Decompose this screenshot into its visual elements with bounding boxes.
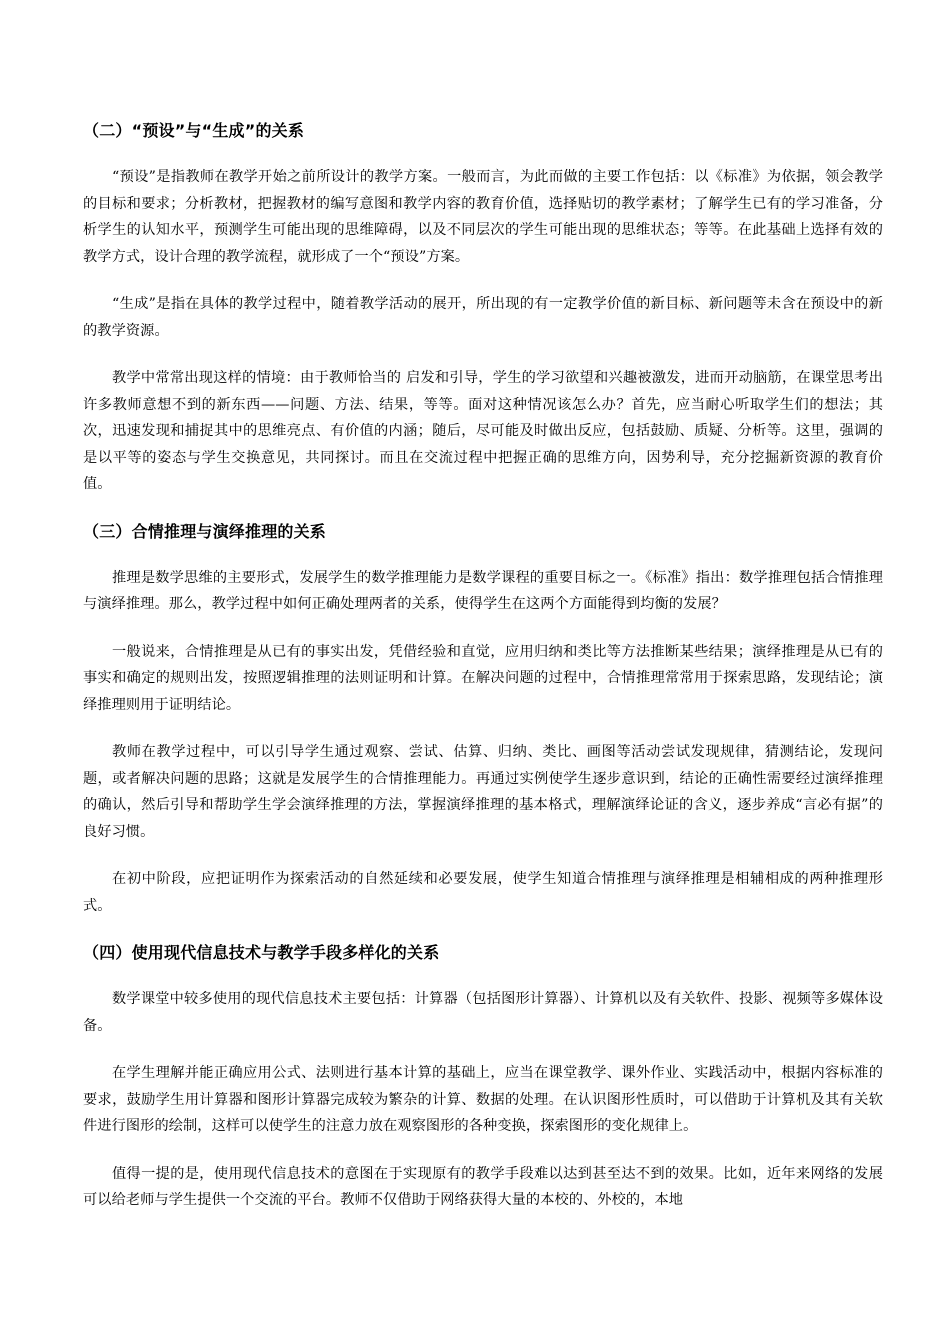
section-title: （二）“预设”与“生成”的关系 — [83, 121, 305, 140]
document-body — [83, 118, 883, 1235]
paragraph: 推理是数学思维的主要形式，发展学生的数学推理能力是数学课程的重要目标之一。《标准》指出：数学推理包括合情推理与演绎推理。那么，教学过程中如何正确处理两者的关系，使得学生在这两个方面能得到均衡的发展？ — [83, 569, 883, 612]
section-2 — [83, 118, 883, 498]
paragraph: 教师在教学过程中，可以引导学生通过观察、尝试、估算、归纳、类比、画图等活动尝试发现规律，猜测结论，发现问题，或者解决问题的思路；这就是发展学生的合情推理能力。再通过实例使学生逐步意识到，结论的正确性需要经过演绎推理的确认，然后引导和帮助学生学会演绎推理的方法，掌握演绎推理的基本格式，理解演绎论证的含义，逐步养成“言必有据”的良好习惯。 — [83, 744, 883, 840]
paragraph: “预设”是指教师在教学开始之前所设计的教学方案。一般而言，为此而做的主要工作包括：以《标准》为依据，领会教学的目标和要求；分析教材，把握教材的编写意图和教学内容的教育价值，选择贴切的教学素材；了解学生已有的学习准备，分析学生的认知水平，预测学生可能出现的思维障碍，以及不同层次的学生可能出现的思维状态；等等。在此基础上选择有效的教学方式，设计合理的教学流程，就形成了一个“预设”方案。 — [83, 169, 883, 265]
paragraph: “生成”是指在具体的教学过程中，随着教学活动的展开，所出现的有一定教学价值的新目标、新问题等未含在预设中的新的教学资源。 — [83, 296, 883, 339]
paragraph: 值得一提的是，使用现代信息技术的意图在于实现原有的教学手段难以达到甚至达不到的效果。比如，近年来网络的发展可以给老师与学生提供一个交流的平台。教师不仅借助于网络获得大量的本校的、外校的，本地 — [83, 1165, 883, 1208]
paragraph: 一般说来，合情推理是从已有的事实出发，凭借经验和直觉，应用归纳和类比等方法推断某些结果；演绎推理是从已有的事实和确定的规则出发，按照逻辑推理的法则证明和计算。在解决问题的过程中，合情推理常常用于探索思路，发现结论；演绎推理则用于证明结论。 — [83, 643, 883, 713]
section-3 — [83, 519, 883, 920]
section-title: （四）使用现代信息技术与教学手段多样化的关系 — [83, 943, 440, 962]
paragraph: 在初中阶段，应把证明作为探索活动的自然延续和必要发展，使学生知道合情推理与演绎推理是相辅相成的两种推理形式。 — [83, 871, 883, 914]
section-4 — [83, 940, 883, 1214]
paragraph: 在学生理解并能正确应用公式、法则进行基本计算的基础上，应当在课堂教学、课外作业、实践活动中，根据内容标准的要求，鼓励学生用计算器和图形计算器完成较为繁杂的计算、数据的处理。在认识图形性质时，可以借助于计算机及其有关软件进行图形的绘制，这样可以使学生的注意力放在观察图形的各种变换，探索图形的变化规律上。 — [83, 1065, 883, 1134]
paragraph: 教学中常常出现这样的情境：由于教师恰当的 启发和引导，学生的学习欲望和兴趣被激发，进而开动脑筋，在课堂思考出许多教师意想不到的新东西——问题、方法、结果，等等。面对这种情况该怎么办？首先，应当耐心听取学生们的想法；其次，迅速发现和捕捉其中的思维亮点、有价值的内涵；随后，尽可能及时做出反应，包括鼓励、质疑、分析等。这里，强调的是以平等的姿态与学生交换意见，共同探讨。而且在交流过程中把握正确的思维方向，因势利导，充分挖掘新资源的教育价值。 — [83, 370, 883, 492]
section-title: （三）合情推理与演绎推理的关系 — [83, 521, 327, 541]
paragraph: 数学课堂中较多使用的现代信息技术主要包括：计算器（包括图形计算器）、计算机以及有关软件、投影、视频等多媒体设备。 — [83, 991, 883, 1034]
